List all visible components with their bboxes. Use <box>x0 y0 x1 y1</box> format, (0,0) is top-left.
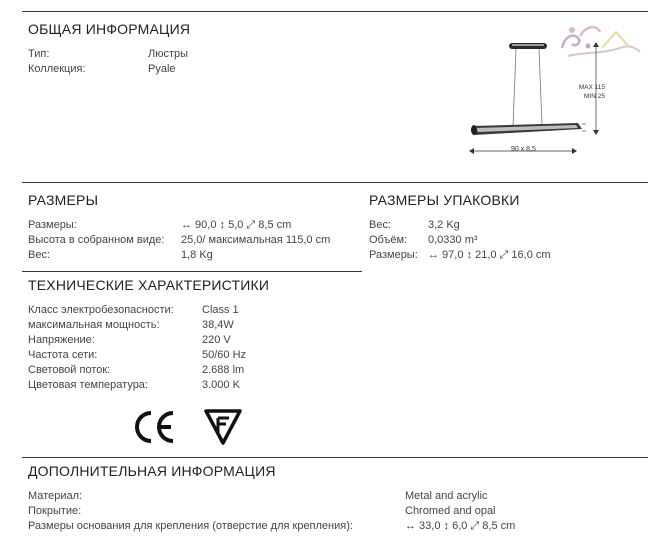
height-dimension-label <box>575 83 605 101</box>
packaging-value: 0,0330 m³ <box>428 234 478 246</box>
packaging-label: Вес: <box>369 219 392 231</box>
technical-label: максимальная мощность: <box>28 319 160 331</box>
technical-title: ТЕХНИЧЕСКИЕ ХАРАКТЕРИСТИКИ <box>28 277 270 293</box>
technical-value: Class 1 <box>202 304 239 316</box>
dimensions-value: 25,0/ максимальная 115,0 cm <box>181 234 331 246</box>
additional-label: Покрытие: <box>28 505 82 517</box>
technical-value: 50/60 Hz <box>202 349 247 361</box>
additional-divider <box>22 457 648 458</box>
width-dimension-label: 90 x 8,5 <box>511 146 536 153</box>
technical-label: Напряжение: <box>28 334 95 346</box>
technical-divider <box>22 271 362 272</box>
technical-value: 220 V <box>202 334 231 346</box>
general-title: ОБЩАЯ ИНФОРМАЦИЯ <box>28 21 191 37</box>
dimensions-label: Размеры: <box>28 219 77 231</box>
additional-value: Metal and acrylic <box>405 490 488 502</box>
technical-label: Световой поток: <box>28 364 111 376</box>
technical-label: Цветовая температура: <box>28 379 148 391</box>
packaging-title: РАЗМЕРЫ УПАКОВКИ <box>369 192 520 208</box>
technical-value: 2.688 lm <box>202 364 245 376</box>
additional-value: ↔ 33,0 ↕ 6,0 ⤢ 8,5 cm <box>405 520 516 532</box>
packaging-value: 3,2 Kg <box>428 219 460 231</box>
top-divider <box>22 11 648 12</box>
height-min-label: MIN 25 <box>584 93 605 100</box>
dimensions-label: Вес: <box>28 249 51 261</box>
f-triangle-icon <box>203 408 243 446</box>
dimensions-value: ↔ 90,0 ↕ 5,0 ⤢ 8,5 cm <box>181 219 292 231</box>
additional-label: Материал: <box>28 490 83 502</box>
packaging-value: ↔ 97,0 ↕ 21,0 ⤢ 16,0 cm <box>428 249 551 261</box>
dimensions-title: РАЗМЕРЫ <box>28 192 99 208</box>
technical-value: 3.000 K <box>202 379 240 391</box>
technical-value: 38,4W <box>202 319 234 331</box>
ce-mark-icon <box>131 409 177 445</box>
additional-title: ДОПОЛНИТЕЛЬНАЯ ИНФОРМАЦИЯ <box>28 463 276 479</box>
additional-value: Chromed and opal <box>405 505 496 517</box>
dimensions-divider <box>22 182 648 183</box>
general-value: Pyale <box>148 63 176 75</box>
additional-label: Размеры основания для крепления (отверстие для крепления): <box>28 520 353 532</box>
packaging-label: Объём: <box>369 234 408 246</box>
technical-label: Класс электробезопасности: <box>28 304 174 316</box>
packaging-label: Размеры: <box>369 249 418 261</box>
dimensions-label: Высота в собранном виде: <box>28 234 165 246</box>
general-label: Коллекция: <box>28 63 86 75</box>
technical-label: Частота сети: <box>28 349 98 361</box>
general-value: Люстры <box>148 48 189 60</box>
dimensions-value: 1,8 Kg <box>181 249 213 261</box>
general-label: Тип: <box>28 48 50 60</box>
height-max-label: MAX 115 <box>578 84 605 91</box>
